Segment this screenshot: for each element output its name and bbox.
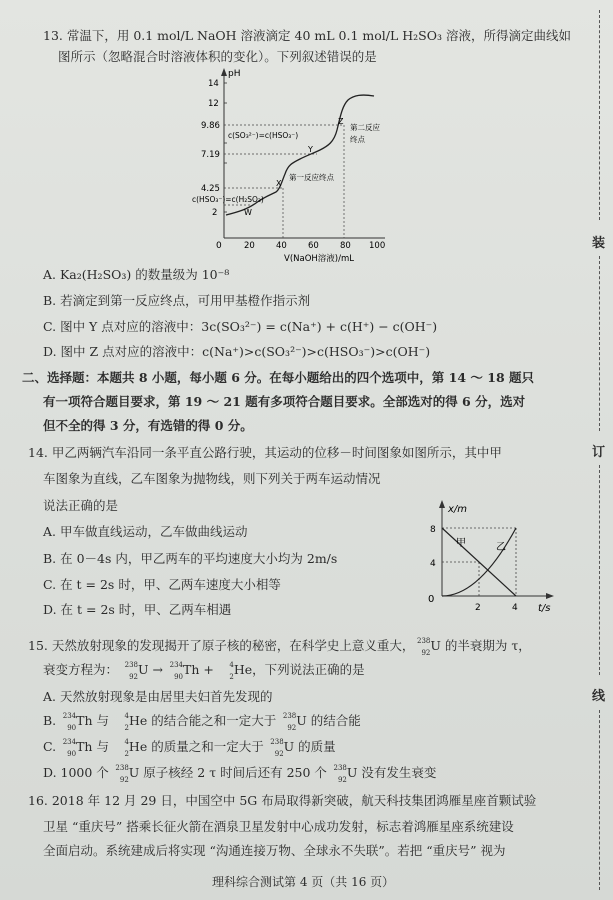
q16-stem-line1: 16. 2018 年 12 月 29 日，中国空中 5G 布局取得新突破，航天科技集团鸿雁星座首颗试验 — [28, 793, 537, 808]
q15-stem-text: 衰变方程为： — [43, 662, 119, 677]
section2-instructions-line3: 但不全的得 3 分，有选错的得 0 分。 — [43, 418, 253, 433]
atomic-number: 2 — [229, 672, 234, 681]
option-text: U 原子核经 2 τ 时间后还有 250 个 — [128, 765, 331, 780]
mass-number: 4 — [229, 660, 234, 669]
q13-y-tick: 2 — [212, 208, 218, 218]
q15-option-a: A. 天然放射现象是由居里夫妇首先发现的 — [43, 689, 273, 704]
section2-instructions-line2: 有一项符合题目要求，第 19 ～ 21 题有多项符合题目要求。全部选对的得 6 分，选对 — [43, 394, 526, 409]
atomic-number: 92 — [287, 723, 297, 732]
option-text: B. — [43, 713, 61, 728]
q14-x-axis-label: t/s — [538, 603, 551, 614]
q13-point-w: W — [244, 208, 252, 217]
binding-mark-ding: 订 — [592, 445, 606, 460]
option-text: Th 与 — [76, 739, 113, 754]
mass-number: 234 — [169, 660, 183, 669]
q16-stem-line2: 卫星 “重庆号” 搭乘长征火箭在酒泉卫星发射中心成功发射，标志着鸿雁星座系统建设 — [43, 819, 514, 834]
atomic-number: 90 — [67, 749, 77, 758]
q13-annotation-w: c(HSO₃⁻)=c(H₂SO₃) — [192, 195, 264, 204]
atomic-number: 92 — [337, 775, 347, 784]
q13-x-tick: 20 — [244, 241, 255, 251]
option-text: U 的质量 — [283, 739, 336, 754]
q13-x-tick: 40 — [276, 241, 287, 251]
page-footer: 理科综合测试第 4 页（共 16 页） — [212, 875, 395, 889]
option-text: He 的质量之和一定大于 — [128, 739, 268, 754]
q13-point-z: Z — [338, 117, 344, 126]
q13-option-a: A. Ka₂(H₂SO₃) 的数量级为 10⁻⁸ — [43, 267, 230, 282]
isotope-he4 — [218, 660, 234, 681]
q13-origin: 0 — [216, 241, 222, 251]
atomic-number: 92 — [421, 648, 431, 657]
q14-x-tick: 2 — [475, 603, 481, 613]
q14-car-yi-label: 乙 — [496, 542, 506, 553]
q13-y-tick: 4.25 — [201, 184, 220, 194]
atomic-number: 92 — [119, 775, 129, 784]
q15-stem-text: U 的半衰期为 τ， — [430, 638, 531, 653]
q13-x-axis-label: V(NaOH溶液)/mL — [284, 254, 354, 264]
q14-x-tick: 4 — [512, 603, 518, 613]
element-symbol: U — [138, 662, 149, 677]
q15-option-c — [43, 738, 336, 756]
element-symbol: He — [233, 662, 253, 677]
q14-origin: 0 — [428, 594, 435, 605]
isotope-he4 — [113, 737, 129, 758]
binding-mark-xian: 线 — [592, 689, 606, 704]
isotope-th234 — [167, 660, 183, 681]
q15-stem-text: ，下列说法正确的是 — [252, 662, 365, 677]
q13-y-tick: 12 — [208, 99, 219, 109]
isotope-u238 — [414, 636, 431, 657]
binding-margin — [588, 0, 613, 900]
q13-x-tick: 100 — [369, 241, 386, 251]
q13-y-axis-label: pH — [228, 69, 241, 79]
mass-number: 238 — [124, 660, 138, 669]
section2-instructions-line1: 二、选择题：本题共 8 小题，每小题 6 分。在每小题给出的四个选项中，第 14 ～ 18 题只 — [22, 370, 535, 385]
option-text: U 的结合能 — [296, 713, 361, 728]
q14-stem-line1: 14. 甲乙两辆汽车沿同一条平直公路行驶，其运动的位移－时间图象如图所示，其中甲 — [28, 445, 502, 460]
option-text: C. — [43, 739, 61, 754]
q14-option-d: D. 在 t = 2s 时，甲、乙两车相遇 — [43, 602, 232, 617]
isotope-u238 — [268, 737, 284, 758]
mass-number: 238 — [282, 711, 297, 720]
mass-number: 238 — [333, 763, 347, 772]
q14-stem-line2: 车图象为直线，乙车图象为抛物线，则下列关于两车运动情况 — [43, 471, 381, 486]
q13-y-tick: 14 — [208, 79, 219, 89]
q13-stem-line1: 13. 常温下，用 0.1 mol/L NaOH 溶液滴定 40 mL 0.1 mol/L H₂SO₃ 溶液，所得滴定曲线如 — [43, 28, 571, 43]
isotope-th234 — [60, 711, 77, 732]
q14-option-c: C. 在 t = 2s 时，甲、乙两车速度大小相等 — [43, 577, 281, 592]
mass-number: 234 — [62, 737, 77, 746]
q13-titration-chart — [190, 62, 400, 264]
atomic-number: 2 — [124, 749, 129, 758]
q13-annotation-y: c(SO₃²⁻)=c(HSO₃⁻) — [228, 131, 299, 140]
q14-y-tick: 8 — [430, 525, 436, 535]
atomic-number: 92 — [274, 749, 284, 758]
q13-point-y: Y — [308, 145, 313, 154]
q14-car-jia-label: 甲 — [456, 538, 466, 549]
atomic-number: 90 — [67, 723, 77, 732]
mass-number: 4 — [124, 711, 129, 720]
q13-x-tick: 60 — [308, 241, 319, 251]
plus-sign: + — [203, 662, 214, 677]
isotope-u238 — [331, 763, 347, 784]
q14-stem-line3: 说法正确的是 — [43, 498, 119, 513]
q14-y-axis-label: x/m — [448, 504, 468, 515]
q13-annotation-second-end: 第二反应 — [350, 123, 380, 132]
isotope-he4 — [113, 711, 129, 732]
q13-option-b: B. 若滴定到第一反应终点，可用甲基橙作指示剂 — [43, 293, 311, 308]
q13-y-tick: 9.86 — [201, 121, 220, 131]
option-text: Th 与 — [76, 713, 113, 728]
q13-x-tick: 80 — [340, 241, 351, 251]
q14-position-time-chart — [420, 492, 560, 614]
q13-point-x: X — [276, 179, 282, 188]
q16-stem-line3: 全面启动。系统建成后将实现 “沟通连接万物、全球永不失联”。若把 “重庆号” 视为 — [43, 843, 506, 858]
q15-option-d — [43, 764, 436, 782]
q13-annotation-first-end: 第一反应终点 — [289, 173, 334, 182]
isotope-u238 — [113, 763, 129, 784]
reaction-arrow: → — [152, 662, 164, 677]
isotope-u238 — [280, 711, 297, 732]
atomic-number: 92 — [129, 672, 138, 681]
option-text: U 没有发生衰变 — [346, 765, 437, 780]
isotope-th234 — [60, 737, 77, 758]
q14-option-b: B. 在 0－4s 内，甲乙两车的平均速度大小均为 2m/s — [43, 551, 338, 566]
binding-mark-zhuang: 装 — [592, 236, 606, 251]
q14-car-jia-line — [442, 528, 516, 596]
q13-y-tick: 7.19 — [201, 150, 220, 160]
mass-number: 4 — [124, 737, 129, 746]
q15-stem-line2 — [43, 661, 365, 679]
atomic-number: 2 — [124, 723, 129, 732]
element-symbol: Th — [183, 662, 200, 677]
q14-y-tick: 4 — [430, 559, 436, 569]
mass-number: 238 — [416, 636, 431, 645]
q15-stem-line1 — [28, 637, 531, 655]
q13-annotation-second-end-2: 终点 — [350, 135, 365, 144]
isotope-u238 — [122, 660, 138, 681]
q13-option-c: C. 图中 Y 点对应的溶液中：3c(SO₃²⁻) = c(Na⁺) + c(H⁺) − c(OH⁻) — [43, 319, 438, 334]
atomic-number: 90 — [174, 672, 183, 681]
q15-option-b — [43, 712, 361, 730]
mass-number: 238 — [270, 737, 284, 746]
option-text: He 的结合能之和一定大于 — [128, 713, 281, 728]
option-text: D. 1000 个 — [43, 765, 113, 780]
q15-stem-text: 15. 天然放射现象的发现揭开了原子核的秘密，在科学史上意义重大， — [28, 638, 415, 653]
q14-option-a: A. 甲车做直线运动，乙车做曲线运动 — [43, 524, 248, 539]
q13-option-d: D. 图中 Z 点对应的溶液中：c(Na⁺)>c(SO₃²⁻)>c(HSO₃⁻)>c(OH⁻) — [43, 344, 431, 359]
mass-number: 234 — [62, 711, 77, 720]
mass-number: 238 — [115, 763, 129, 772]
q13-stem-line2: 图所示（忽略混合时溶液体积的变化）。下列叙述错误的是 — [58, 49, 377, 64]
